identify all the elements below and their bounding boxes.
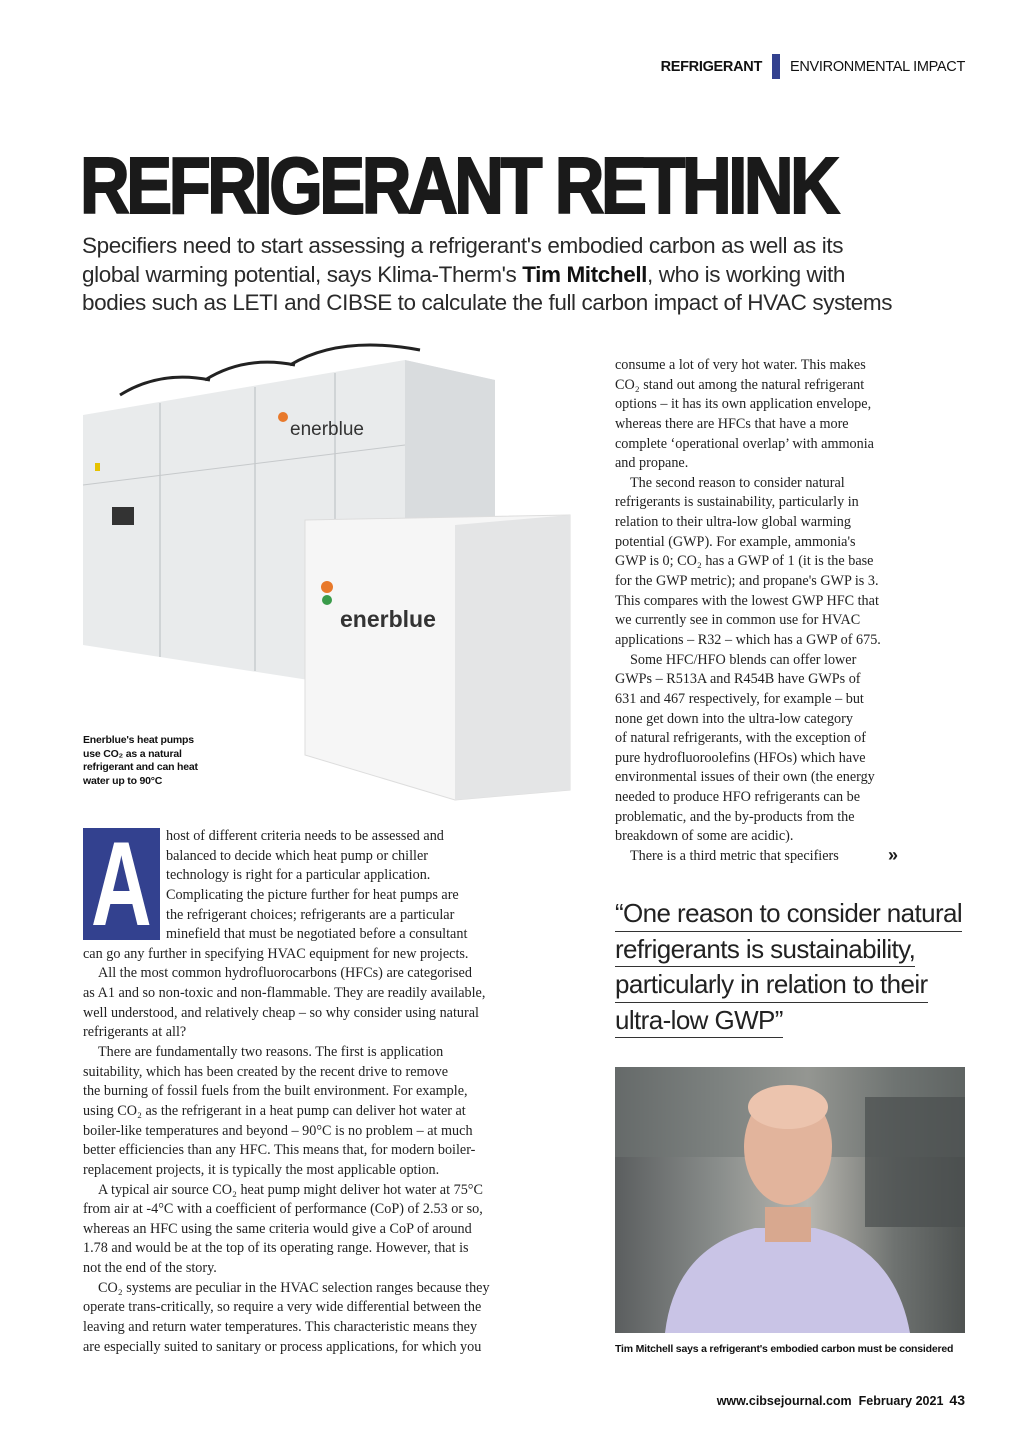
text-line: CO₂ stand out among the natural refrigerant — [615, 376, 865, 393]
text-line: leaving and return water temperatures. This characteristic means they — [83, 1319, 478, 1336]
text-line: Some HFC/HFO blends can offer lower — [630, 651, 857, 668]
standfirst-text: Specifiers need to start assessing a refrigerant's embodied carbon as well as its global warming potential, says Klima-Therm's — [82, 233, 844, 287]
text-line: boiler-like temperatures and beyond – 90°C is no problem – at much — [83, 1122, 473, 1139]
text-line: better efficiencies than any HFC. This means that, for modern boiler- — [83, 1142, 476, 1159]
text-line: can go any further in specifying HVAC equipment for new projects. — [83, 945, 469, 962]
text-line: potential (GWP). For example, ammonia's — [615, 533, 856, 550]
text-line: refrigerants at all? — [83, 1024, 187, 1041]
text-line: 631 and 467 respectively, for example – but — [615, 690, 864, 707]
article-column-left — [83, 827, 513, 1357]
text-line: we currently see in common use for HVAC — [615, 612, 861, 629]
text-line: the burning of fossil fuels from the built environment. For example, — [83, 1083, 468, 1100]
text-line: operate trans-critically, so require a very wide differential between the — [83, 1299, 482, 1316]
image-caption: Enerblue's heat pumps use CO₂ as a natural refrigerant and can heat water up to 90°C — [83, 734, 198, 787]
text-line: well understood, and relatively cheap – so why consider using natural — [83, 1004, 479, 1021]
text-line: are especially suited to sanitary or process applications, for which you — [83, 1338, 482, 1355]
text-line: refrigerants is sustainability, particularly in — [615, 494, 859, 511]
photo-caption: Tim Mitchell says a refrigerant's embodied carbon must be considered — [615, 1343, 954, 1355]
text-line: from air at -4°C with a coefficient of performance (CoP) of 2.53 or so, — [83, 1201, 483, 1218]
section-header — [661, 54, 965, 79]
text-line: suitability, which has been created by the recent drive to remove — [83, 1063, 449, 1080]
text-line: as A1 and so non-toxic and non-flammable. They are readily available, — [83, 985, 486, 1002]
text-line: for the GWP metric); and propane's GWP is 3. — [615, 573, 879, 590]
text-line: applications – R32 – which has a GWP of 675. — [615, 631, 881, 648]
text-line: All the most common hydrofluorocarbons (HFCs) are categorised — [98, 965, 472, 982]
text-line: There is a third metric that specifiers — [630, 848, 839, 865]
section-divider — [772, 54, 780, 79]
text-line: The second reason to consider natural — [630, 474, 845, 491]
text-line: and propane. — [615, 455, 689, 472]
page-footer — [717, 1392, 965, 1408]
text-line: Complicating the picture further for heat pumps are — [166, 886, 459, 903]
text-line: balanced to decide which heat pump or chiller — [166, 847, 428, 864]
text-line: none get down into the ultra-low category — [615, 710, 853, 727]
text-line: host of different criteria needs to be assessed and — [166, 828, 444, 844]
brand-logo-small-unit: enerblue — [340, 606, 436, 632]
brand-logo: enerblue — [290, 419, 364, 440]
pull-quote-line: refrigerants is sustainability, — [615, 932, 915, 968]
article-title: REFRIGERANT RETHINK — [80, 141, 837, 230]
pull-quote-line: “One reason to consider natural — [615, 896, 962, 932]
text-line: whereas there are HFCs that have a more — [615, 415, 849, 432]
text-line: problematic, and the by-products from the — [615, 808, 855, 825]
footer-issue: February 2021 — [858, 1394, 944, 1408]
text-line: replacement projects, it is typically the most applicable option. — [83, 1161, 440, 1178]
continue-arrow-icon: » — [888, 845, 899, 865]
text-line: There are fundamentally two reasons. The first is application — [98, 1044, 444, 1061]
text-line: pure hydrofluoroolefins (HFOs) which have — [615, 749, 866, 766]
text-line: using CO₂ as the refrigerant in a heat pump can deliver hot water at — [83, 1102, 466, 1119]
text-line: whereas an HFC using the same criteria would give a CoP of around — [83, 1220, 472, 1237]
text-line: environmental issues of their own (the energy — [615, 769, 875, 786]
text-line: consume a lot of very hot water. This makes — [615, 357, 866, 373]
text-line: needed to produce HFO refrigerants can be — [615, 789, 861, 806]
subsection-label: ENVIRONMENTAL IMPACT — [790, 58, 965, 75]
author-photo — [615, 1067, 965, 1333]
text-line: breakdown of some are acidic). — [615, 828, 794, 845]
section-label: REFRIGERANT — [660, 58, 762, 75]
text-line: GWPs – R513A and R454B have GWPs of — [615, 671, 861, 688]
page-number: 43 — [949, 1392, 965, 1408]
text-line: complete ‘operational overlap’ with ammonia — [615, 435, 874, 452]
article-column-right — [615, 356, 915, 867]
text-line: CO₂ systems are peculiar in the HVAC selection ranges because they — [98, 1279, 490, 1296]
text-line: GWP is 0; CO₂ has a GWP of 1 (it is the base — [615, 553, 874, 570]
text-line: A typical air source CO₂ heat pump might deliver hot water at 75°C — [98, 1181, 483, 1198]
pull-quote-line: particularly in relation to their — [615, 967, 928, 1003]
text-line: minefield that must be negotiated before a consultant — [166, 926, 468, 943]
text-line: not the end of the story. — [83, 1260, 217, 1277]
author-name: Tim Mitchell — [522, 261, 648, 287]
text-line: technology is right for a particular application. — [166, 867, 431, 884]
pull-quote-line: ultra-low GWP” — [615, 1003, 783, 1039]
standfirst-text-end: , who is working with bodies such as LETI and CIBSE to calculate the full carbon impact of HVAC systems — [82, 261, 893, 315]
text-line: This compares with the lowest GWP HFC that — [615, 592, 879, 609]
footer-url[interactable]: www.cibsejournal.com — [716, 1394, 852, 1408]
standfirst — [82, 232, 902, 318]
text-line: 1.78 and would be at the top of its operating range. However, that is — [83, 1240, 469, 1257]
text-line: options – it has its own application envelope, — [615, 396, 872, 413]
pull-quote — [615, 896, 970, 1038]
text-line: relation to their ultra-low global warming — [615, 514, 851, 531]
drop-cap: A — [83, 828, 160, 940]
text-line: the refrigerant choices; refrigerants are a particular — [166, 906, 455, 923]
text-line: of natural refrigerants, with the exception of — [615, 730, 866, 747]
